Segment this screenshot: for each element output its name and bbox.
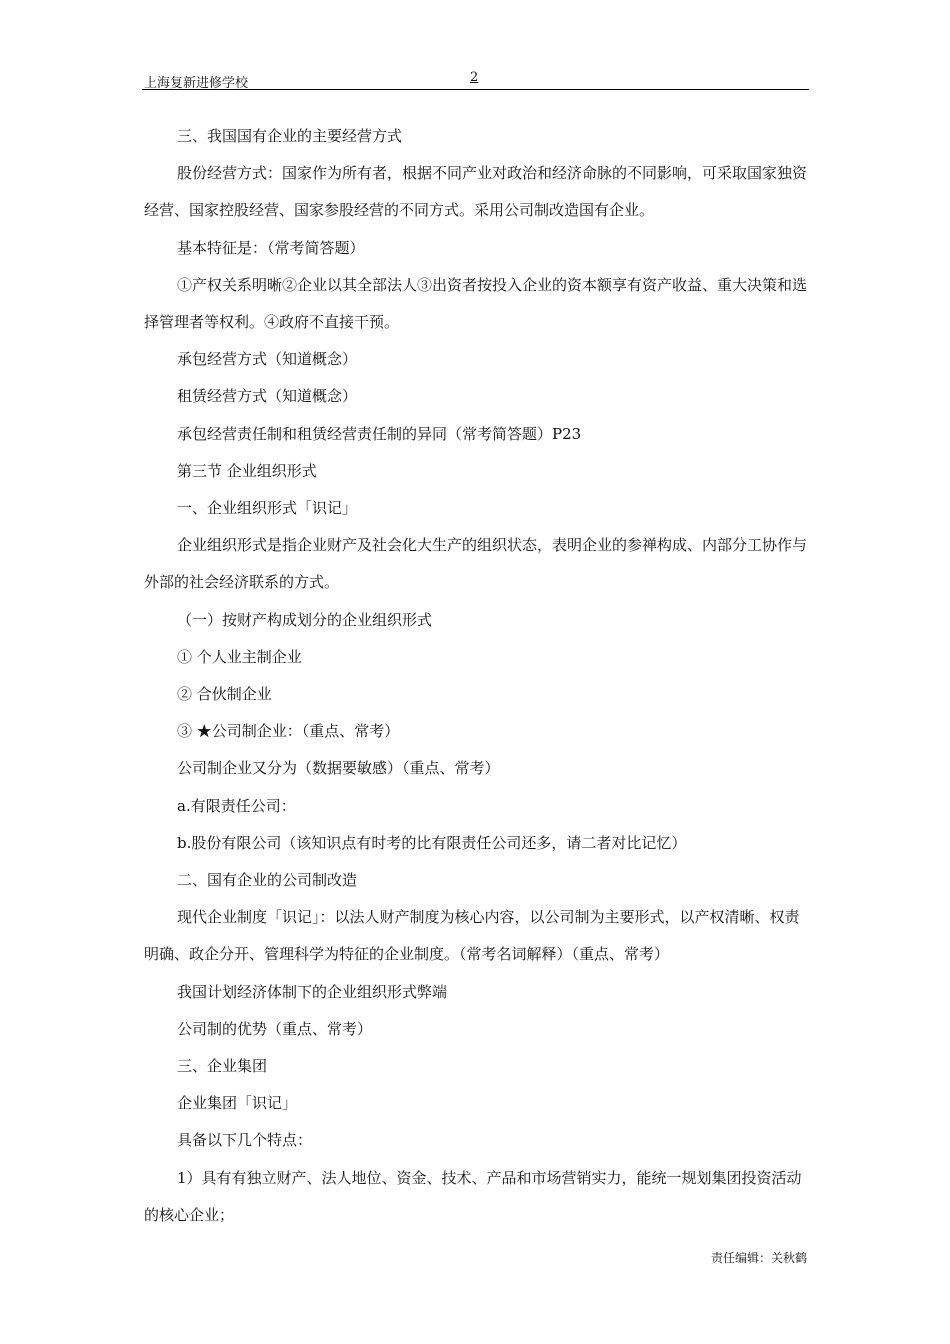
page-footer	[711, 1249, 807, 1266]
paragraph: 公司制的优势（重点、常考）	[177, 1019, 373, 1038]
page-header	[142, 70, 809, 90]
paragraph: ①产权关系明晰②企业以其全部法人③出资者按投入企业的资本额享有资产收益、重大决策和选择管理者等权利。④政府不直接干预。	[144, 275, 808, 332]
editor-credit: 责任编辑：关秋鹤	[710, 1251, 807, 1265]
paragraph: 承包经营方式（知道概念）	[177, 350, 358, 369]
paragraph: 1）具有有独立财产、法人地位、资金、技术、产品和市场营销实力，能统一规划集团投资活动的核心企业；	[144, 1168, 802, 1224]
paragraph: 企业组织形式是指企业财产及社会化大生产的组织状态，表明企业的参禅构成、内部分工协作与外部的社会经济联系的方式。	[144, 536, 808, 592]
paragraph: （一）按财产构成划分的企业组织形式	[177, 610, 433, 629]
paragraph: 具备以下几个特点：	[177, 1131, 313, 1150]
paragraph: 企业集团「识记」	[177, 1094, 298, 1113]
document-body	[144, 118, 810, 1234]
paragraph: 公司制企业又分为（数据要敏感）（重点、常考）	[177, 759, 500, 778]
school-name: 上海复新进修学校	[144, 76, 249, 91]
paragraph: 基本特征是：（常考简答题）	[177, 238, 365, 257]
page-number: 2	[470, 70, 479, 85]
paragraph: 股份经营方式：国家作为所有者，根据不同产业对政治和经济命脉的不同影响，可采取国家独资经营、国家控股经营、国家参股经营的不同方式。采用公司制改造国有企业。	[144, 164, 808, 220]
list-item: ① 个人业主制企业	[177, 647, 302, 666]
paragraph: 一、企业组织形式「识记」	[177, 499, 358, 518]
paragraph: 现代企业制度「识记」：以法人财产制度为核心内容，以公司制为主要形式，以产权清晰、权责明确、政企分开、管理科学为特征的企业制度。（常考名词解释）（重点、常考）	[144, 908, 800, 964]
paragraph: 二、国有企业的公司制改造	[177, 871, 358, 890]
list-item: ③ ★公司制企业：（重点、常考）	[177, 722, 400, 741]
list-item: b.股份有限公司（该知识点有时考的比有限责任公司还多，请二者对比记忆）	[177, 833, 687, 852]
paragraph: 承包经营责任制和租赁经营责任制的异同（常考简答题）P23	[177, 424, 582, 443]
paragraph: 三、企业集团	[177, 1057, 268, 1076]
section-heading: 第三节 企业组织形式	[177, 461, 317, 480]
paragraph: 租赁经营方式（知道概念）	[177, 387, 358, 406]
paragraph: 我国计划经济体制下的企业组织形式弊端	[177, 982, 448, 1001]
paragraph: 三、我国国有企业的主要经营方式	[177, 127, 403, 145]
list-item: ② 合伙制企业	[177, 685, 272, 704]
list-item: a.有限责任公司：	[177, 796, 296, 815]
